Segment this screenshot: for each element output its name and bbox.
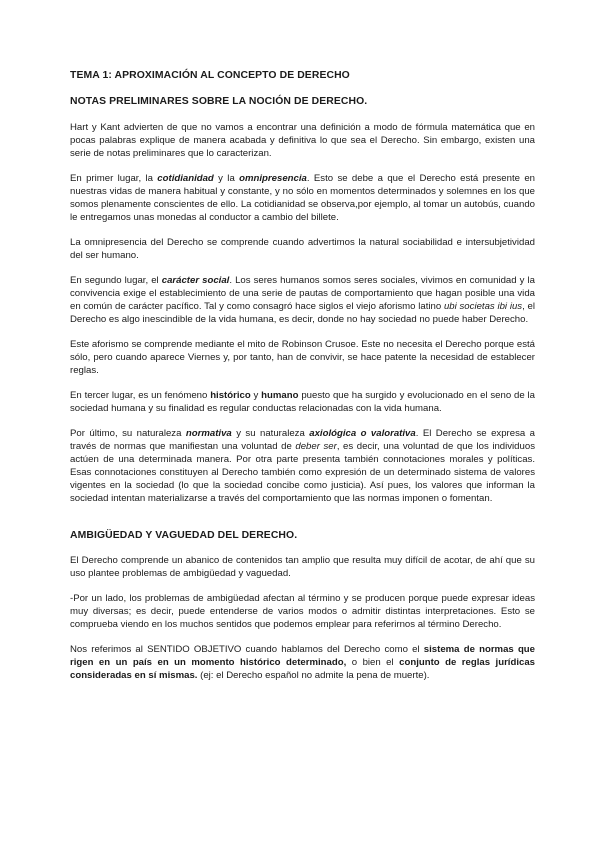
heading-ambiguedad-vaguedad [70, 529, 535, 542]
text-run: Por último, su naturaleza [70, 428, 186, 439]
text-run: -Por un lado, los problemas de ambigüedad afectan al término y se producen porque puede expresar ideas muy diversas; es decir, puede entenderse de varios modos o admitir distintas interpretaciones. Esto se comprueba viendo en los muchos sentidos que podemos emplear para referirnos al término Derecho. [70, 593, 535, 630]
para-abanico-contenidos [70, 554, 535, 580]
para-omnipresencia-sociabilidad [70, 236, 535, 262]
text-run: , el Derecho es algo inescindible de la vida humana, es decir, donde no hay sociedad no puede haber Derecho. [70, 301, 535, 325]
document-body [70, 121, 535, 682]
text-run: Hart y Kant advierten de que no vamos a encontrar una definición a modo de fórmula matemática que en pocas palabras explique de manera acabada y definitiva lo que sea el Derecho. Sin embargo, existen una serie de notas preliminares que lo caracterizan. [70, 122, 535, 159]
text-run: deber ser [295, 441, 337, 452]
text-run: axiológica o valorativa [309, 428, 416, 439]
text-run: carácter social [161, 275, 230, 286]
text-run: puesto que ha surgido y evolucionado en el seno de la sociedad humana y su finalidad es regular conductas relacionadas con la vida humana. [70, 390, 535, 414]
text-run: , es decir, una voluntad de que los individuos actúen de una determinada manera. Por otra parte presenta también connotaciones morales y políticas. Esas connotaciones constituyen al Derecho también como expresión de un determinado sistema de valores vigentes en la sociedad (lo que la sociedad concibe como justicia). Así pues, los valores que informan la sociedad intentan materializarse a través del comportamiento que las normas imponen o fomentan. [70, 441, 535, 504]
text-run: humano [261, 390, 299, 401]
text-run: La omnipresencia del Derecho se comprende cuando advertimos la natural sociabilidad e intersubjetividad del ser humano. [70, 237, 535, 261]
para-cotidianidad-omnipresencia [70, 172, 535, 224]
text-run: sistema de normas que rigen en un país en un momento histórico determinado, [70, 644, 535, 668]
text-run: AMBIGÜEDAD Y VAGUEDAD DEL DERECHO. [70, 530, 298, 541]
text-run: conjunto de reglas jurídicas consideradas en sí mismas. [70, 657, 535, 681]
text-run: histórico [210, 390, 251, 401]
text-run: cotidianidad [157, 173, 214, 184]
para-problemas-ambiguedad [70, 592, 535, 631]
doc-subtitle: NOTAS PRELIMINARES SOBRE LA NOCIÓN DE DERECHO. [70, 96, 368, 107]
para-caracter-social [70, 274, 535, 326]
text-run: Nos referimos al SENTIDO OBJETIVO cuando hablamos del Derecho como el [70, 644, 424, 655]
para-hart-kant [70, 121, 535, 160]
text-run: y [250, 390, 262, 401]
text-run: El Derecho comprende un abanico de contenidos tan amplio que resulta muy difícil de acotar, de ahí que su uso plantee problemas de ambigüedad y vaguedad. [70, 555, 535, 579]
text-run: . Los seres humanos somos seres sociales, vivimos en comunidad y la convivencia exige el establecimiento de una serie de pautas de comportamiento que hagan posible una vida en común de carácter pacífico. Tal y como consagró hace siglos el viejo aforismo latino [70, 275, 535, 312]
text-run: omnipresencia [239, 173, 307, 184]
para-normativa-axiologica [70, 427, 535, 505]
text-run: En primer lugar, la [70, 173, 158, 184]
para-sentido-objetivo [70, 643, 535, 682]
text-run: En tercer lugar, es un fenómeno [70, 390, 211, 401]
doc-title: TEMA 1: APROXIMACIÓN AL CONCEPTO DE DERECHO [70, 70, 350, 81]
text-run: En segundo lugar, el [70, 275, 162, 286]
text-run: normativa [185, 428, 232, 439]
text-run: ubi societas ibi ius [443, 301, 523, 312]
text-run: Este aforismo se comprende mediante el mito de Robinson Crusoe. Este no necesita el Derecho porque está sólo, pero cuando aparece Viernes y, por tanto, han de convivir, se hace patente la necesidad de establecer reglas. [70, 339, 535, 376]
para-historico-humano [70, 389, 535, 415]
text-run: (ej: el Derecho español no admite la pena de muerte). [197, 670, 430, 681]
text-run: y su naturaleza [231, 428, 310, 439]
text-run: . Esto se debe a que el Derecho está presente en nuestras vidas de manera habitual y constante, y no sólo en momentos determinados y solemnes en los que somos plenamente conscientes de ello. La cotidianidad se observa,por ejemplo, al tomar un autobús, cuando le entregamos unas monedas al conductor a cambio del billete. [70, 173, 535, 223]
text-run: o bien el [346, 657, 400, 668]
para-robinson-crusoe [70, 338, 535, 377]
text-run: . El Derecho se expresa a través de normas que manifiestan una voluntad de [70, 428, 535, 452]
text-run: y la [213, 173, 240, 184]
